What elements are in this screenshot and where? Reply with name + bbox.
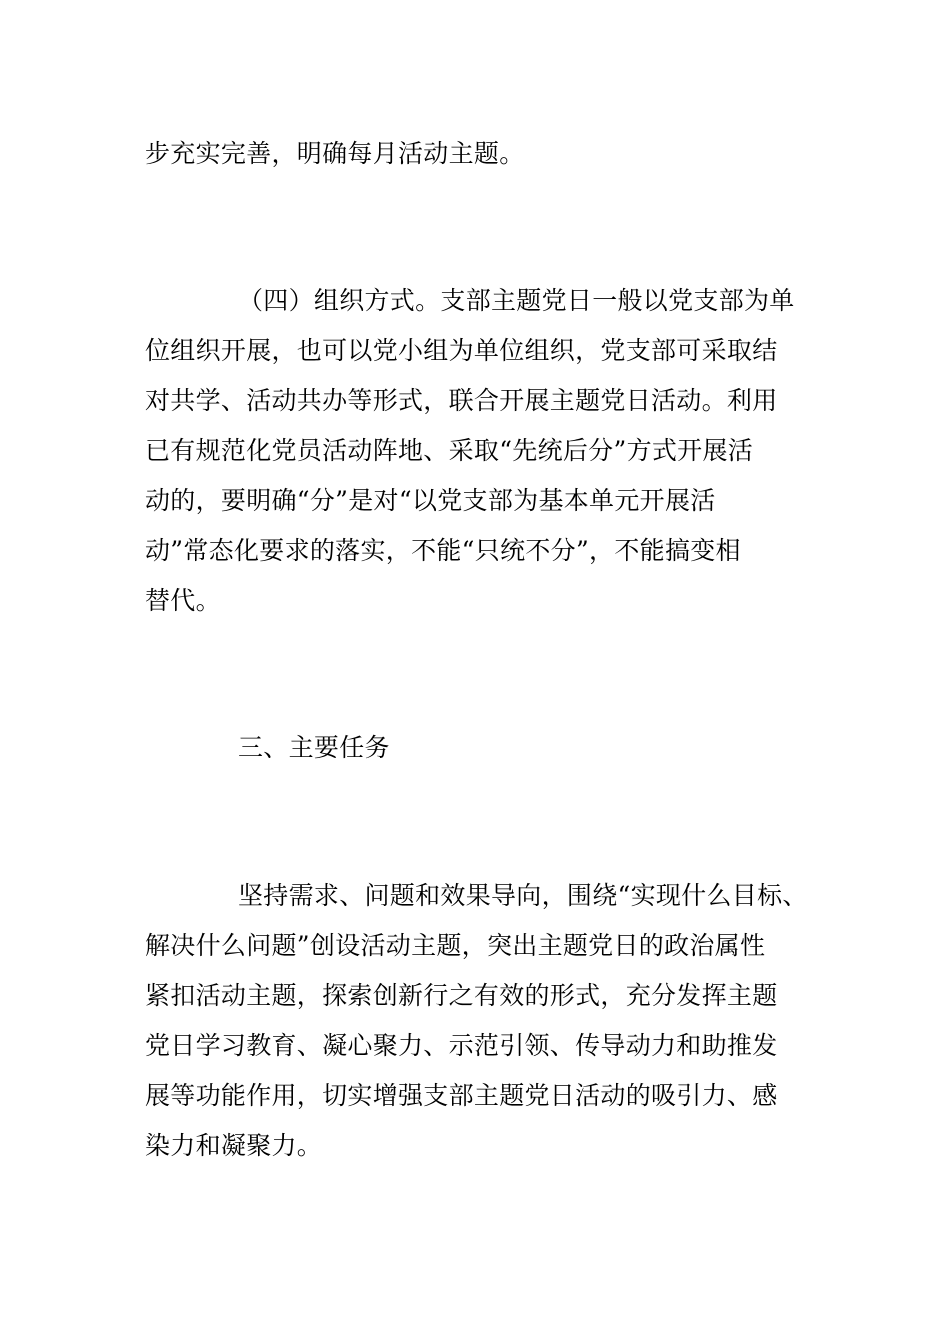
paragraph-line: 展等功能作用，切实增强支部主题党日活动的吸引力、感 (145, 1081, 778, 1110)
paragraph-line: 染力和凝聚力。 (145, 1131, 323, 1160)
paragraph-line: 对共学、活动共办等形式，联合开展主题党日活动。利用 (145, 386, 778, 415)
section-heading: 三、主要任务 (238, 733, 390, 762)
paragraph-line: 坚持需求、问题和效果导向，围绕“实现什么目标、 (238, 881, 808, 910)
paragraph-line: 位组织开展，也可以党小组为单位组织，党支部可采取结 (145, 336, 778, 365)
paragraph-line: 紧扣活动主题，探索创新行之有效的形式，充分发挥主题 (145, 981, 778, 1010)
paragraph-line: 已有规范化党员活动阵地、采取“先统后分”方式开展活 (145, 436, 754, 465)
paragraph-line: 党日学习教育、凝心聚力、示范引领、传导动力和助推发 (145, 1031, 778, 1060)
paragraph-line: 解决什么问题”创设活动主题，突出主题党日的政治属性 (145, 931, 766, 960)
paragraph-line: 替代。 (145, 586, 221, 615)
paragraph-line: 动的，要明确“分”是对“以党支部为基本单元开展活 (145, 486, 716, 515)
paragraph-line: 步充实完善，明确每月活动主题。 (145, 139, 525, 168)
paragraph-line: （四）组织方式。支部主题党日一般以党支部为单 (238, 286, 795, 315)
paragraph-line: 动”常态化要求的落实，不能“只统不分”，不能搞变相 (145, 536, 741, 565)
